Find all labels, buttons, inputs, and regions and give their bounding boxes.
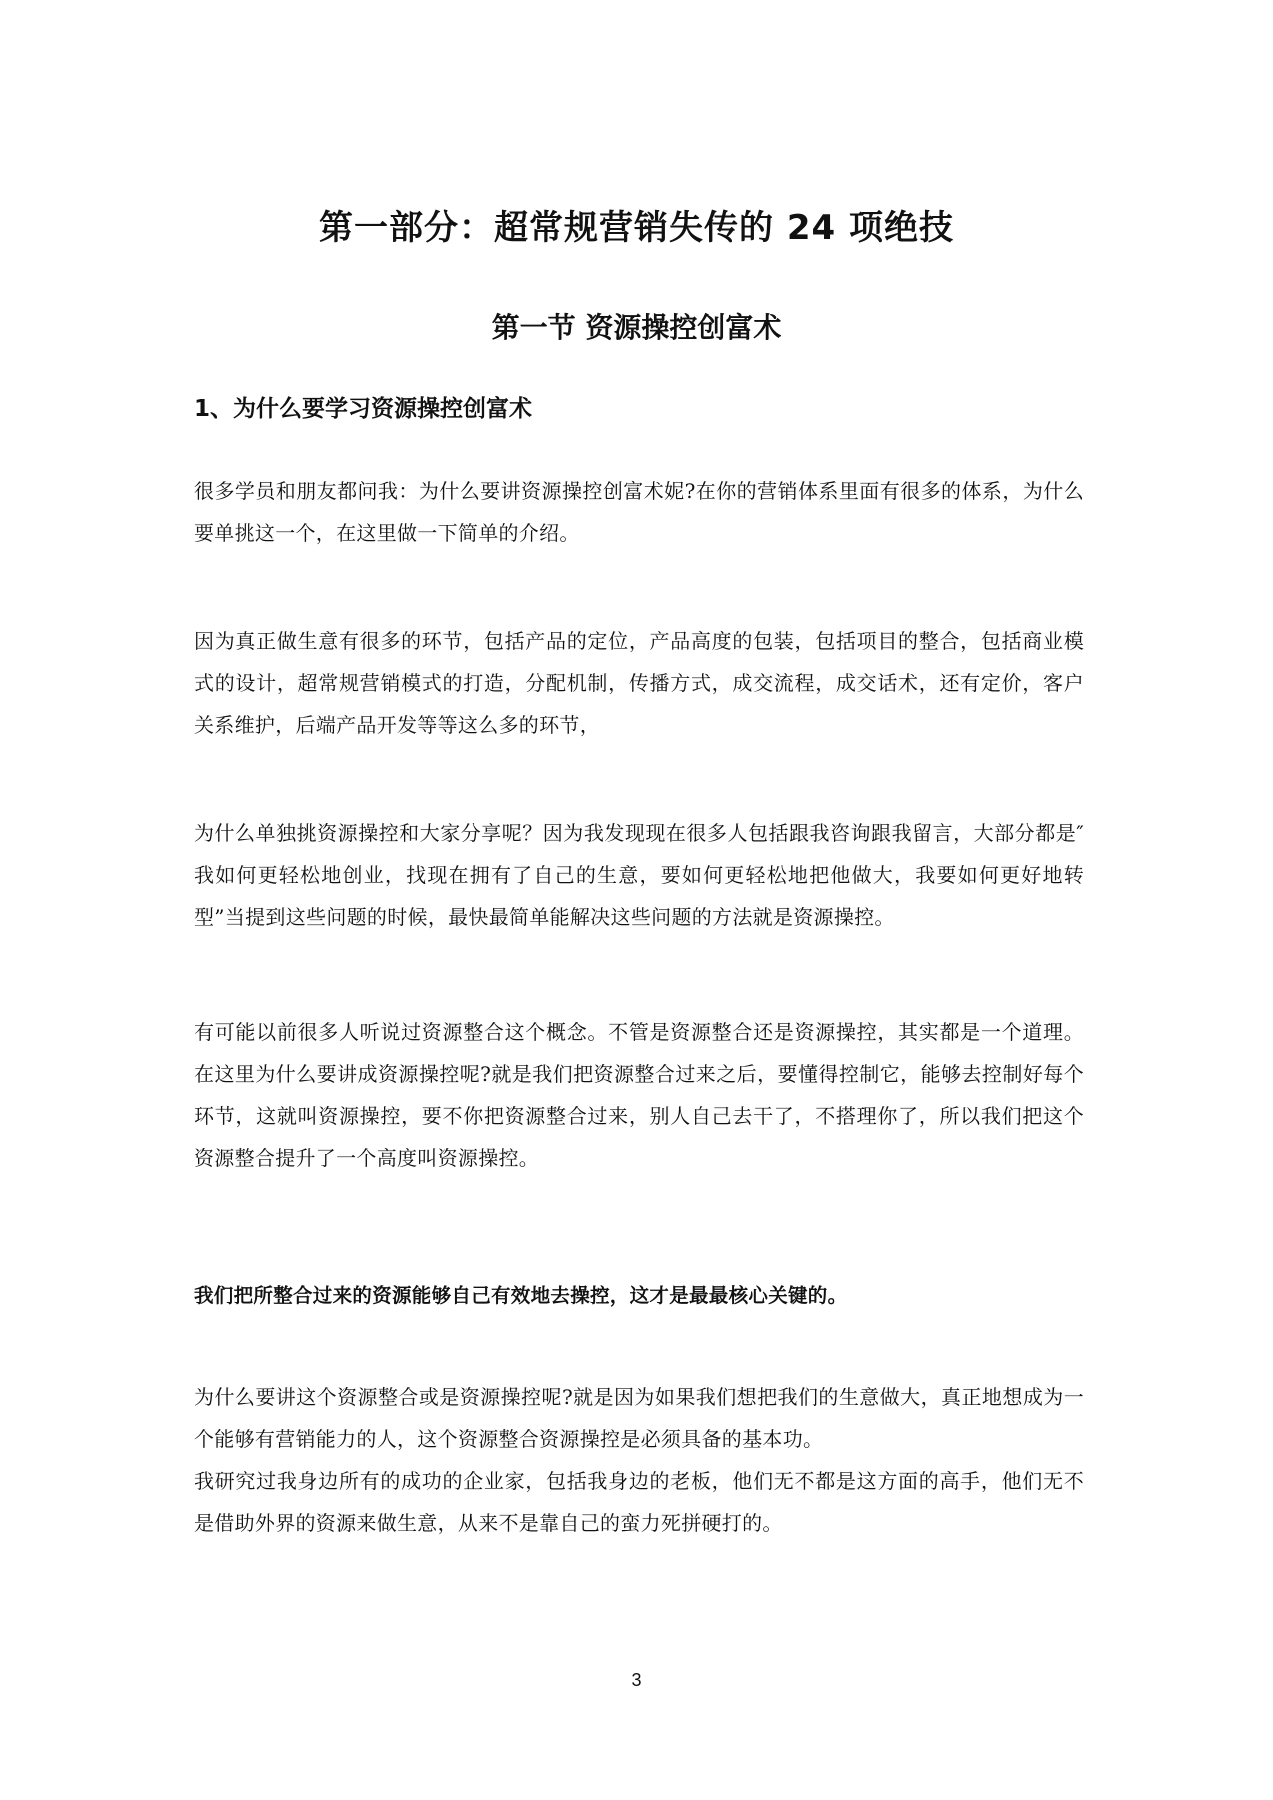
key-point-paragraph: 我们把所整合过来的资源能够自己有效地去操控，这才是最最核心关键的。 bbox=[194, 1284, 848, 1307]
paragraph: 为什么单独挑资源操控和大家分享呢？因为我发现现在很多人包括跟我咨询跟我留言，大部分都是″我如何更轻松地创业，找现在拥有了自己的生意，要如何更轻松地把他做大，我要如何更好地转型”当提到这些问题的时候，最快最简单能解决这些问题的方法就是资源操控。 bbox=[194, 821, 1084, 929]
sub-heading: 1、为什么要学习资源操控创富术 bbox=[194, 396, 533, 422]
paragraph: 为什么要讲这个资源整合或是资源操控呢?就是因为如果我们想把我们的生意做大，真正地想成为一个能够有营销能力的人，这个资源整合资源操控是必须具备的基本功。 bbox=[194, 1385, 1084, 1451]
section-title: 第一节 资源操控创富术 bbox=[491, 311, 782, 344]
part-title: 第一部分：超常规营销失传的 24 项绝技 bbox=[319, 208, 954, 248]
paragraph: 很多学员和朋友都问我：为什么要讲资源操控创富术妮?在你的营销体系里面有很多的体系，为什么要单挑这一个，在这里做一下简单的介绍。 bbox=[194, 479, 1084, 545]
paragraph: 我研究过我身边所有的成功的企业家，包括我身边的老板，他们无不都是这方面的高手，他们无不是借助外界的资源来做生意，从来不是靠自己的蛮力死拼硬打的。 bbox=[194, 1469, 1084, 1535]
paragraph: 因为真正做生意有很多的环节，包括产品的定位，产品高度的包装，包括项目的整合，包括商业模式的设计，超常规营销模式的打造，分配机制，传播方式，成交流程，成交话术，还有定价，客户关系维护，后端产品开发等等这么多的环节， bbox=[194, 629, 1084, 737]
page-number: 3 bbox=[631, 1670, 642, 1690]
paragraph: 有可能以前很多人听说过资源整合这个概念。不管是资源整合还是资源操控，其实都是一个道理。在这里为什么要讲成资源操控呢?就是我们把资源整合过来之后，要懂得控制它，能够去控制好每个环节，这就叫资源操控，要不你把资源整合过来，别人自己去干了，不搭理你了，所以我们把这个资源整合提升了一个高度叫资源操控。 bbox=[194, 1020, 1084, 1170]
